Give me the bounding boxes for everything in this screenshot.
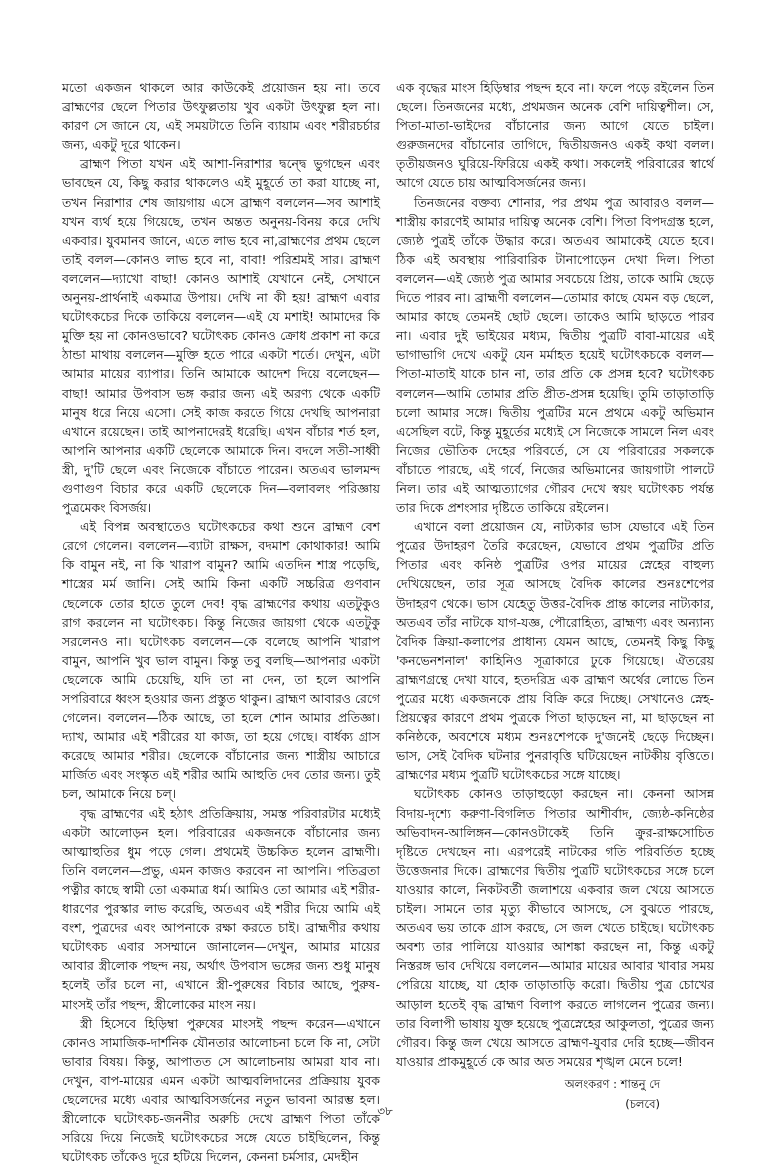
paragraph: তিনজনের বক্তব্য শোনার, পর প্রথম পুত্র আবারও বলল—শাস্ত্রীয় কারণেই আমার দায়িত্ব অনেক বেশি। পিতা বিপদগ্রস্ত হলে, জ্যেষ্ঠ পুত্রই তাঁকে উদ্ধার করে। অতএব আমাকেই যেতে হবে। ঠিক এই অবস্থায় পারিবারিক টানাপোড়েন দেখা দিল। পিতা বললেন—এই জ্যেষ্ঠ পুত্র আমার সবচেয়ে প্রিয়, তাকে আমি ছেড়ে দিতে পারব না। ব্রাহ্মণী বললেন—তোমার কাছে যেমন বড় ছেলে, আমার কাছে তেমনই ছোট ছেলে। তাকেও আমি ছাড়তে পারব না। এবার দুই ভাইয়ের মধ্যম, দ্বিতীয় পুত্রটি বাবা-মায়ের এই ভাগাভাগি দেখে একটু যেন মর্মাহত হয়েই ঘটোৎকচকে বলল—পিতা-মাতাই যাকে চান না, তার প্রতি কে প্রসন্ন হবে? ঘটোৎকচ বললেন—আমি তোমার প্রতি প্রীত-প্রসন্ন হয়েছি। তুমি তাড়াতাড়ি চলো আমার সঙ্গে। দ্বিতীয় পুত্রটির মনে প্রথমে একটু অভিমান এসেছিল বটে, কিন্তু মুহূর্তের মধ্যেই সে নিজেকে সামলে নিল এবং নিজের ভৌতিক দেহের পরিবর্তে, সে যে পরিবারের সকলকে বাঁচাতে পারছে, এই গর্বে, নিজের অভিমানের জায়গাটা পালটে নিল। তার এই আত্মত্যাগের গৌরব দেখে স্বয়ং ঘটোৎকচ পর্যন্ত তার দিকে প্রশংসার দৃষ্টিতে তাকিয়ে রইলেন।	[396, 194, 714, 516]
page-number: ৩৮	[377, 1104, 393, 1118]
paragraph: বৃদ্ধ ব্রাহ্মণের এই হঠাৎ প্রতিক্রিয়ায়, সমস্ত পরিবারটার মধ্যেই একটা আলোড়ন হল। পরিবারের একজনকে বাঁচানোর জন্য আত্মাহুতির ধুম পড়ে গেল। প্রথমেই উচ্চকিত হলেন ব্রাহ্মণী। তিনি বললেন—প্রভু, এমন কাজও করবেন না আপনি। পতিব্রতা পত্নীর কাছে স্বামী তো একমাত্র ধর্ম। আমিও তো আমার এই শরীর-ধারণের পুরস্কার লাভ করেছি, অতএব এই শরীর দিয়ে আমি এই বংশ, পুত্রদের এবং আপনাকে রক্ষা করতে চাই। ব্রাহ্মণীর কথায় ঘটোৎকচ এবার সসম্মানে জানালেন—দেখুন, আমার মায়ের আবার স্ত্রীলোক পছন্দ নয়, অর্থাৎ উপবাস ভঙ্গের জন্য শুধু মানুষ হলেই তাঁর চলে না, এখানে স্ত্রী-পুরুষের বিচার আছে, পুরুষ-মাংসই তাঁর পছন্দ, স্ত্রীলোকের মাংস নয়।	[62, 805, 380, 1012]
left-column	[62, 78, 380, 1166]
paragraph: মতো একজন থাকলে আর কাউকেই প্রয়োজন হয় না। তবে ব্রাহ্মণের ছেলে পিতার উৎফুল্লতায় খুব একটা উৎফুল্ল হল না। কারণ সে জানে যে, এই সময়টাতে তিনি ব্যায়াম এবং শরীরচর্চার জন্য, একটু দূরে থাকেন।	[62, 80, 380, 153]
paragraph: ব্রাহ্মণ পিতা যখন এই আশা-নিরাশার দ্বন্দ্বে ভুগছেন এবং ভাবছেন যে, কিছু করার থাকলেও এই মুহূর্তে তা করা যাচ্ছে না, তখন নিরাশার শেষ জায়গায় এসে ব্রাহ্মণ বললেন—সব আশাই যখন ব্যর্থ হয়ে গিয়েছে, তখন অন্তত অনুনয়-বিনয় করে দেখি একবার। যুবমানব জানে, এতে লাভ হবে না,ব্রাহ্মণের প্রথম ছেলে তাই বলল—কোনও লাভ হবে না, বাবা! পরিশ্রমই সার। ব্রাহ্মণ বললেন—দ্যাখো বাছা! কোনও আশাই যেখানে নেই, সেখানে অনুনয়-প্রার্থনাই একমাত্র উপায়। দেখি না কী হয়! ব্রাহ্মণ এবার ঘটোৎকচের দিকে তাকিয়ে বললেন—এই যে মশাই! আমাদের কি মুক্তি হয় না কোনওভাবে? ঘটোৎকচ কোনও ক্রোধ প্রকাশ না করে ঠান্ডা মাথায় বললেন—মুক্তি হতে পারে একটা শর্তে। দেখুন, এটা আমার মায়ের ব্যাপার। তিনি আমাকে আদেশ দিয়ে বলেছেন—বাছা! আমার উপবাস ভঙ্গ করার জন্য এই অরণ্য থেকে একটি মানুষ ধরে নিয়ে এসো। সেই কাজ করতে গিয়ে দেখছি আপনারা এখানে রয়েছেন। তাই আপনাদেরই ধরেছি। এখন বাঁচার শর্ত হল, আপনি আপনার একটি ছেলেকে আমাকে দিন। বদলে সতী-সাধ্বী স্ত্রী, দু'টি ছেলে এবং নিজেকে বাঁচাতে পারেন। অতএব ভালমন্দ গুণাগুণ বিচার করে একটি ছেলেকে দিন—বলাবলং পরিজ্ঞায় পুত্রমেকং বিসর্জয়।	[62, 156, 380, 516]
paragraph: এখানে বলা প্রয়োজন যে, নাট্যকার ভাস যেভাবে এই তিন পুত্রের উদাহরণ তৈরি করেছেন, যেভাবে প্রথম পুত্রটির প্রতি পিতার এবং কনিষ্ঠ পুত্রটির ওপর মায়ের স্নেহের বাহুল্য দেখিয়েছেন, তার সূত্র আসছে বৈদিক কালের শুনঃশেপের উদাহরণ থেকে। ভাস যেহেতু উত্তর-বৈদিক প্রান্ত কালের নাট্যকার, অতএব তাঁর নাটকে যাগ-যজ্ঞ, পৌরোহিত্য, ব্রাহ্মণ্য এবং অন্যান্য বৈদিক ক্রিয়া-কলাপের প্রাধান্য যেমন আছে, তেমনই কিছু কিছু 'কনভেনশনাল' কাহিনিও সূত্রাকারে ঢুকে গিয়েছে। ঐতরেয় ব্রাহ্মণগ্রন্থে দেখা যাবে, হতদরিদ্র এক ব্রাহ্মণ অর্থের লোভে তিন পুত্রের মধ্যে একজনকে প্রায় বিক্রি করে দিচ্ছে। সেখানেও স্নেহ-প্রিয়ত্বের কারণে প্রথম পুত্রকে পিতা ছাড়ছেন না, মা ছাড়ছেন না কনিষ্ঠকে, অবশেষে মধ্যম শুনঃশেপকে দু'জনেই ছেড়ে দিচ্ছেন। ভাস, সেই বৈদিক ঘটনার পুনরাবৃত্তি ঘটিয়েছেন নাটকীয় বৃত্তিতে। ব্রাহ্মণের মধ্যম পুত্রটি ঘটোৎকচের সঙ্গে যাচ্ছে।	[396, 519, 714, 783]
paragraph: ঘটোৎকচ কোনও তাড়াহুড়ো করছেন না। কেননা আসন্ন বিদায়-দৃশ্যে করুণা-বিগলিত পিতার আশীর্বাদ, জ্যেষ্ঠ-কনিষ্ঠের অভিবাদন-আলিঙ্গন—কোনওটাকেই তিনি ক্রুর-রাক্ষসোচিত দৃষ্টিতে দেখছেন না। এরপরেই নাটকের গতি পরিবর্তিত হচ্ছে উত্তেজনার দিকে। ব্রাহ্মণের দ্বিতীয় পুত্রটি ঘটোৎকচের সঙ্গে চলে যাওয়ার কালে, নিকটবর্তী জলাশয়ে একবার জল খেয়ে আসতে চাইল। সামনে তার মৃত্যু কীভাবে আসছে, সে বুঝতে পারছে, অতএব ভয় তাকে গ্রাস করছে, সে জল খেতে চাইছে। ঘটোৎকচ অবশ্য তার পালিয়ে যাওয়ার আশঙ্কা করছেন না, কিন্তু একটু নিস্তরঙ্গ ভাব দেখিয়ে বললেন—আমার মায়ের আবার খাবার সময় পেরিয়ে যাচ্ছে, যা হোক তাড়াতাড়ি করো। দ্বিতীয় পুত্র চোখের আড়াল হতেই বৃদ্ধ ব্রাহ্মণ বিলাপ করতে লাগলেন পুত্রের জন্য। তার বিলাপী ভাষায় যুক্ত হয়েছে পুত্রস্নেহের আকুলতা, পুত্রের জন্য গৌরব। কিন্তু জল খেয়ে আসতে ব্রাহ্মণ-যুবার দেরি হচ্ছে—জীবন যাওয়ার প্রাকমুহূর্তে কে আর অত সময়ের শৃঙ্খল মেনে চলে!	[396, 786, 714, 1069]
illustrator-name: অলংকরণ : শান্তনু দে	[564, 1077, 660, 1091]
right-column	[396, 78, 714, 1071]
to-be-continued: (চলবে)	[625, 1097, 660, 1111]
paragraph: এই বিপন্ন অবস্থাতেও ঘটোৎকচের কথা শুনে ব্রাহ্মণ বেশ রেগে গেলেন। বললেন—ব্যাটা রাক্ষস, বদমাশ কোথাকার! আমি কি বামুন নই, না কি খারাপ বামুন? আমি এতদিন শাস্ত্র পড়েছি, শাস্ত্রের মর্ম জানি। সেই আমি কিনা একটি সচ্চরিত্র গুণবান ছেলেকে তোর হাতে তুলে দেব! বৃদ্ধ ব্রাহ্মণের কথায় এতটুকুও রাগ করলেন না ঘটোৎকচ। কিন্তু নিজের জায়গা থেকে এতটুকু সরলেনও না। ঘটোৎকচ বললেন—কে বলেছে আপনি খারাপ বামুন, আপনি খুব ভাল বামুন। কিন্তু তবু বলছি—আপনার একটা ছেলেকে আমি চেয়েছি, যদি তা না দেন, তা হলে আপনি সপরিবারে ধ্বংস হওয়ার জন্য প্রস্তুত থাকুন। ব্রাহ্মণ আবারও রেগে গেলেন। বললেন—ঠিক আছে, তা হলে শোন আমার প্রতিজ্ঞা। দ্যাখ, আমার এই শরীরের যা কাজ, তা হয়ে গেছে। বার্ধক্য গ্রাস করেছে আমার শরীর। ছেলেকে বাঁচানোর জন্য শাস্ত্রীয় আচারে মার্জিত এবং সংস্কৃত এই শরীর আমি আহুতি দেব তোর জন্য। তুই চল, আমাকে নিয়ে চল্।	[62, 519, 380, 802]
paragraph: এক বৃদ্ধের মাংস হিড়িম্বার পছন্দ হবে না। ফলে পড়ে রইলেন তিন ছেলে। তিনজনের মধ্যে, প্রথমজন অনেক বেশি দায়িত্বশীল। সে, পিতা-মাতা-ভাইদের বাঁচানোর জন্য আগে যেতে চাইল। গুরুজনদের বাঁচানোর তাগিদে, দ্বিতীয়জনও একই কথা বলল। তৃতীয়জনও ঘুরিয়ে-ফিরিয়ে একই কথা। সকলেই পরিবারের স্বার্থে আগে যেতে চায় আত্মবিসর্জনের জন্য।	[396, 80, 714, 191]
paragraph: স্ত্রী হিসেবে হিড়িম্বা পুরুষের মাংসই পছন্দ করেন—এখানে কোনও সামাজিক-দার্শনিক যৌনতার আলোচনা চলে কি না, সেটা ভাবার বিষয়। কিন্তু, আপাতত সে আলোচনায় আমরা যাব না। দেখুন, বাপ-মায়ের এমন একটা আত্মবলিদানের প্রক্রিয়ায় যুবক ছেলেদের মধ্যে এবার আত্মবিসর্জনের নতুন ভাবনা আরম্ভ হল। স্ত্রীলোকে ঘটোৎকচ-জননীর অরুচি দেখে ব্রাহ্মণ পিতা তাঁকে সরিয়ে দিয়ে নিজেই ঘটোৎকচের সঙ্গে যেতে চাইছিলেন, কিন্তু ঘটোৎকচ তাঁকেও দূরে হটিয়ে দিলেন, কেননা চর্মসার, মেদহীন	[62, 1015, 380, 1165]
